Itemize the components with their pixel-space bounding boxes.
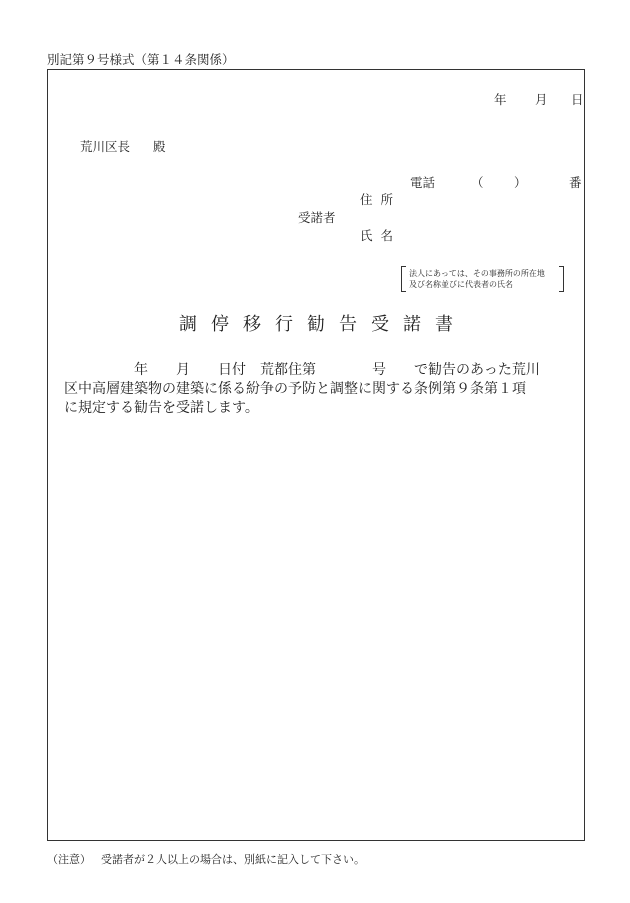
body-line-2: 区中高層建築物の建築に係る紛争の予防と調整に関する条例第９条第１項 xyxy=(64,381,526,397)
phone-suffix: 番 xyxy=(569,175,582,190)
date-year-label: 年 xyxy=(494,92,507,107)
form-label: 別記第９号様式（第１４条関係） xyxy=(47,52,235,67)
note-label: （注意） xyxy=(47,853,91,866)
phone-open-paren: （ xyxy=(471,175,484,190)
addressee-honorific: 殿 xyxy=(153,139,166,154)
name-label: 氏 名 xyxy=(360,228,395,243)
body-text xyxy=(64,361,570,418)
note-text: 受諾者が２人以上の場合は、別紙に記入して下さい。 xyxy=(101,853,365,866)
document-title: 調停移行勧告受諾書 xyxy=(179,314,467,335)
date-month-label: 月 xyxy=(535,92,548,107)
corporation-note-line-1: 法人にあっては、その事務所の所在地 xyxy=(409,269,545,278)
corporation-note xyxy=(401,266,564,292)
address-label: 住 所 xyxy=(360,192,395,207)
corporation-note-line-2: 及び名称並びに代表者の氏名 xyxy=(409,280,513,289)
document-frame xyxy=(47,69,585,841)
applicant-role-label: 受諾者 xyxy=(298,210,336,225)
date-day-label: 日 xyxy=(571,92,584,107)
body-line-3: に規定する勧告を受諾します。 xyxy=(64,400,259,416)
phone-close-paren: ） xyxy=(514,175,527,190)
phone-label: 電話 xyxy=(410,175,436,190)
body-line-1: 年 月 日付 荒都住第 号 で勧告のあった荒川 xyxy=(64,362,540,378)
addressee-name: 荒川区長 xyxy=(80,139,131,154)
